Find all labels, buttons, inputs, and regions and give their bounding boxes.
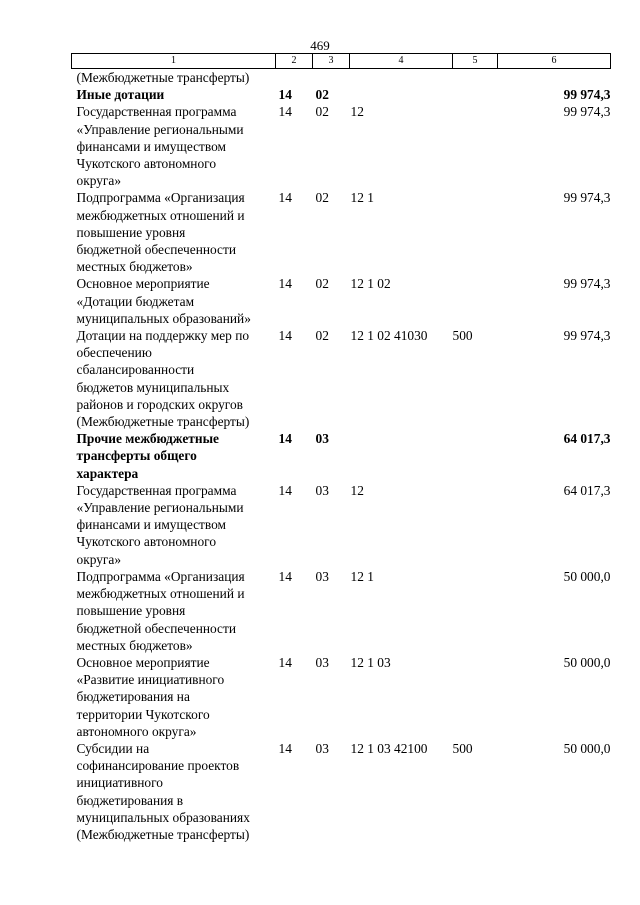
target-article-code: 12	[350, 104, 364, 120]
section-code	[276, 69, 313, 87]
row-name-line: Основное мероприятие	[76, 276, 210, 292]
row-name-line: Дотации на поддержку мер по	[76, 328, 250, 344]
section-code: 14	[278, 104, 292, 120]
row-name-line: округа»	[76, 173, 122, 189]
row-name-line: (Межбюджетные трансферты)	[76, 826, 250, 842]
subsection-code: 02	[315, 87, 329, 103]
subsection-code: 03	[315, 482, 329, 498]
amount	[498, 69, 611, 87]
expense-type-code	[453, 86, 498, 103]
subsection-code: 02	[315, 104, 329, 120]
amount: 64 017,3	[563, 482, 611, 498]
row-name-line: Иные дотации	[76, 87, 165, 103]
expense-type-code: 500	[452, 328, 473, 344]
header-col-5: 5	[453, 54, 498, 69]
amount: 99 974,3	[563, 190, 611, 206]
row-name-line: бюджетов муниципальных	[76, 379, 230, 395]
row-name-line: районов и городских округов	[76, 396, 243, 412]
section-code: 14	[278, 190, 292, 206]
amount: 99 974,3	[563, 87, 611, 103]
subsection-code: 03	[315, 740, 329, 756]
row-name-line: Государственная программа	[76, 482, 237, 498]
expense-type-code	[453, 189, 498, 275]
target-article-code	[350, 86, 453, 103]
row-name-line: сбалансированности	[76, 362, 195, 378]
table-row	[72, 69, 611, 87]
section-code: 14	[278, 276, 292, 292]
row-name-line: финансами и имуществом	[76, 517, 227, 533]
row-name-line: округа»	[76, 551, 122, 567]
row-name-line: Государственная программа	[76, 104, 237, 120]
row-name-line: Прочие межбюджетные	[76, 431, 219, 447]
row-name-line: муниципальных образованиях	[76, 809, 250, 825]
table-row	[72, 327, 611, 430]
subsection-code: 02	[315, 328, 329, 344]
row-name-line: территории Чукотского	[76, 706, 210, 722]
row-name-line: «Дотации бюджетам	[76, 293, 195, 309]
expense-type-code	[453, 69, 498, 87]
row-name-line: повышение уровня	[76, 224, 186, 240]
subsection-code: 03	[315, 654, 329, 670]
row-name	[72, 430, 276, 482]
row-name-line: (Межбюджетные трансферты)	[76, 70, 250, 85]
target-article-code: 12 1	[350, 568, 374, 584]
amount: 64 017,3	[563, 431, 611, 447]
row-name-line: характера	[76, 465, 139, 481]
row-name	[72, 327, 276, 430]
header-col-4: 4	[350, 54, 453, 69]
section-code: 14	[278, 740, 292, 756]
section-code: 14	[278, 568, 292, 584]
header-col-1: 1	[72, 54, 276, 69]
section-code: 14	[278, 328, 292, 344]
table-row	[72, 86, 611, 103]
row-name-line: Подпрограмма «Организация	[76, 190, 245, 206]
row-name-line: Основное мероприятие	[76, 654, 210, 670]
amount: 50 000,0	[563, 740, 611, 756]
row-name	[72, 275, 276, 327]
target-article-code: 12 1 03	[350, 654, 391, 670]
subsection-code: 03	[315, 431, 329, 447]
budget-table	[71, 53, 611, 843]
row-name-line: местных бюджетов»	[76, 259, 193, 275]
row-name	[72, 86, 276, 103]
expense-type-code	[453, 654, 498, 740]
row-name-line: «Управление региональными	[76, 500, 244, 516]
amount: 50 000,0	[563, 568, 611, 584]
table-row	[72, 568, 611, 654]
row-name-line: обеспечению	[76, 345, 152, 361]
subsection-code	[313, 69, 350, 87]
table-row	[72, 189, 611, 275]
target-article-code: 12 1	[350, 190, 374, 206]
target-article-code: 12 1 02 41030	[350, 328, 428, 344]
row-name	[72, 740, 276, 843]
row-name-line: Чукотского автономного	[76, 156, 217, 172]
table-row	[72, 740, 611, 843]
amount: 99 974,3	[563, 328, 611, 344]
expense-type-code	[453, 275, 498, 327]
row-name	[72, 568, 276, 654]
table-row	[72, 103, 611, 189]
section-code: 14	[278, 482, 292, 498]
row-name-line: Чукотского автономного	[76, 534, 217, 550]
section-code: 14	[278, 431, 292, 447]
table-row	[72, 430, 611, 482]
row-name-line: муниципальных образований»	[76, 310, 251, 326]
expense-type-code	[453, 482, 498, 568]
row-name	[72, 482, 276, 568]
row-name-line: трансферты общего	[76, 448, 197, 464]
expense-type-code	[453, 430, 498, 482]
row-name	[72, 654, 276, 740]
amount: 99 974,3	[563, 276, 611, 292]
section-code: 14	[278, 654, 292, 670]
subsection-code: 02	[315, 190, 329, 206]
row-name-line: инициативного	[76, 775, 163, 791]
table-row	[72, 275, 611, 327]
row-name-line: Субсидии на	[76, 740, 150, 756]
row-name-line: бюджетирования в	[76, 792, 184, 808]
row-name-line: межбюджетных отношений и	[76, 207, 245, 223]
target-article-code: 12	[350, 482, 364, 498]
page-number: 469	[310, 38, 330, 53]
row-name	[72, 189, 276, 275]
target-article-code	[350, 430, 453, 482]
header-col-3: 3	[313, 54, 350, 69]
expense-type-code	[453, 103, 498, 189]
header-col-2: 2	[276, 54, 313, 69]
target-article-code	[350, 69, 453, 87]
target-article-code: 12 1 02	[350, 276, 391, 292]
amount: 99 974,3	[563, 104, 611, 120]
table-body	[72, 69, 611, 844]
row-name-line: межбюджетных отношений и	[76, 586, 245, 602]
table-row	[72, 482, 611, 568]
header-col-6: 6	[498, 54, 611, 69]
row-name-line: автономного округа»	[76, 723, 197, 739]
subsection-code: 03	[315, 568, 329, 584]
row-name	[72, 103, 276, 189]
subsection-code: 02	[315, 276, 329, 292]
row-name-line: бюджетной обеспеченности	[76, 620, 237, 636]
amount: 50 000,0	[563, 654, 611, 670]
row-name-line: софинансирование проектов	[76, 758, 240, 774]
row-name	[72, 69, 276, 87]
row-name-line: бюджетной обеспеченности	[76, 242, 237, 258]
row-name-line: (Межбюджетные трансферты)	[76, 414, 250, 430]
row-name-line: «Управление региональными	[76, 121, 244, 137]
table-row	[72, 654, 611, 740]
table-header	[72, 54, 611, 69]
row-name-line: повышение уровня	[76, 603, 186, 619]
target-article-code: 12 1 03 42100	[350, 740, 428, 756]
row-name-line: Подпрограмма «Организация	[76, 568, 245, 584]
row-name-line: местных бюджетов»	[76, 637, 193, 653]
section-code: 14	[278, 87, 292, 103]
expense-type-code	[453, 568, 498, 654]
row-name-line: «Развитие инициативного	[76, 672, 225, 688]
row-name-line: бюджетирования на	[76, 689, 190, 705]
expense-type-code: 500	[452, 740, 473, 756]
row-name-line: финансами и имуществом	[76, 138, 227, 154]
